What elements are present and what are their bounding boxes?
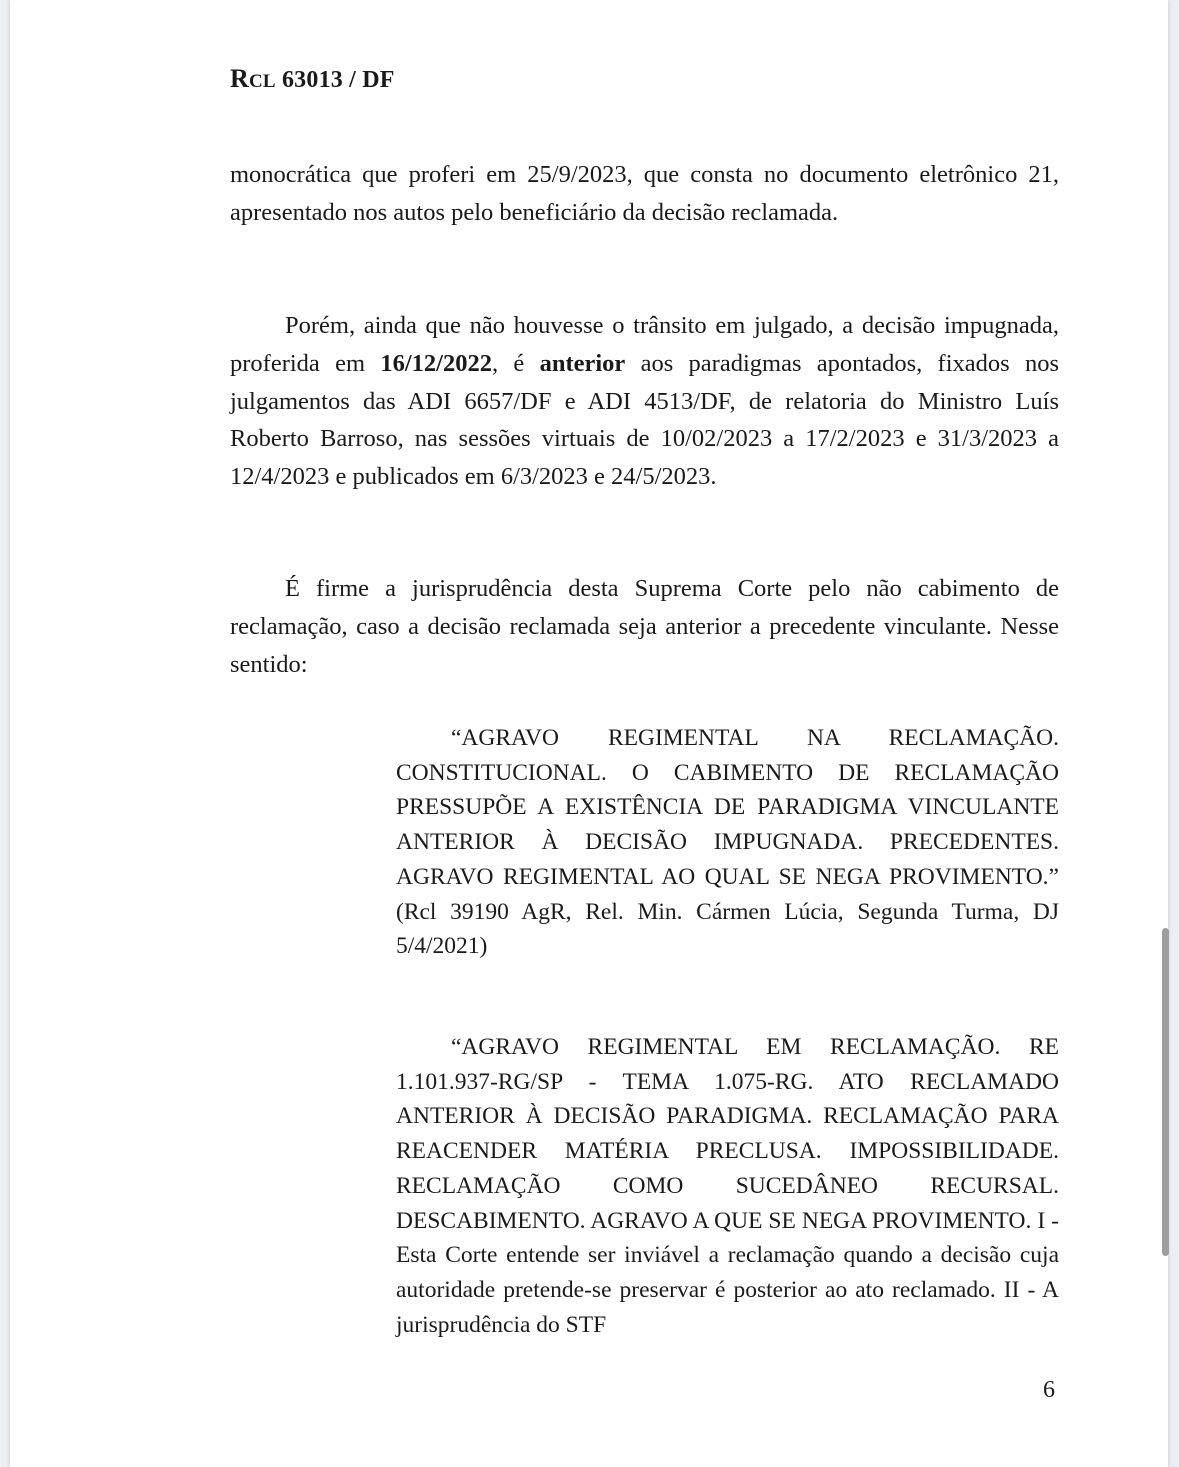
- case-prefix-small: CL: [248, 71, 276, 92]
- quote-precedent-1: “AGRAVO REGIMENTAL NA RECLAMAÇÃO. CONSTITUCIONAL. O CABIMENTO DE RECLAMAÇÃO PRESSUPÕE A EXISTÊNCIA DE PARADIGMA VINCULANTE ANTERIOR À DECISÃO IMPUGNADA. PRECEDENTES. AGRAVO REGIMENTAL AO QUAL SE NEGA PROVIMENTO.” (Rcl 39190 AgR, Rel. Min. Cármen Lúcia, Segunda Turma, DJ 5/4/2021): [396, 725, 1059, 960]
- case-header: [230, 64, 395, 94]
- paragraph-text: Porém, ainda que não houvesse o trânsito em julgado, a decisão impugnada, proferida em: [230, 312, 1059, 377]
- case-number: 63013 / DF: [275, 67, 395, 93]
- quote-precedent-2: “AGRAVO REGIMENTAL EM RECLAMAÇÃO. RE 1.101.937-RG/SP - TEMA 1.075-RG. ATO RECLAMADO ANTERIOR À DECISÃO PARADIGMA. RECLAMAÇÃO PARA REACENDER MATÉRIA PRECLUSA. IMPOSSIBILIDADE. RECLAMAÇÃO COMO SUCEDÂNEO RECURSAL. DESCABIMENTO. AGRAVO A QUE SE NEGA PROVIMENTO. I - Esta Corte entende ser inviável a reclamação quando a decisão cuja autoridade pretende-se preservar é posterior ao ato reclamado. II - A jurisprudência do STF: [396, 1034, 1059, 1338]
- paragraph-text: , é: [491, 349, 540, 377]
- decision-date-bold: 16/12/2022: [380, 349, 492, 377]
- paragraph-decision-date: [230, 307, 1059, 496]
- anterior-bold: anterior: [539, 349, 626, 377]
- vertical-scrollbar[interactable]: [1162, 928, 1169, 1256]
- document-page: [10, 0, 1168, 1467]
- paragraph-text: aos paradigmas apontados, fixados nos julgamentos das ADI 6657/DF e ADI 4513/DF, de relatoria do Ministro Luís Roberto Barroso, nas sessões virtuais de 10/02/2023 a 17/2/2023 e 31/3/2023 a 12/4/2023 e publicados em 6/3/2023 e 24/5/2023.: [230, 349, 1060, 491]
- paragraph-continuation: monocrática que proferi em 25/9/2023, que consta no documento eletrônico 21, apresentado nos autos pelo beneficiário da decisão reclamada.: [230, 161, 1059, 226]
- page-number: 6: [1043, 1377, 1055, 1403]
- case-prefix-big: R: [230, 64, 249, 93]
- paragraph-jurisprudence: É firme a jurisprudência desta Suprema Corte pelo não cabimento de reclamação, caso a decisão reclamada seja anterior a precedente vinculante. Nesse sentido:: [230, 575, 1059, 678]
